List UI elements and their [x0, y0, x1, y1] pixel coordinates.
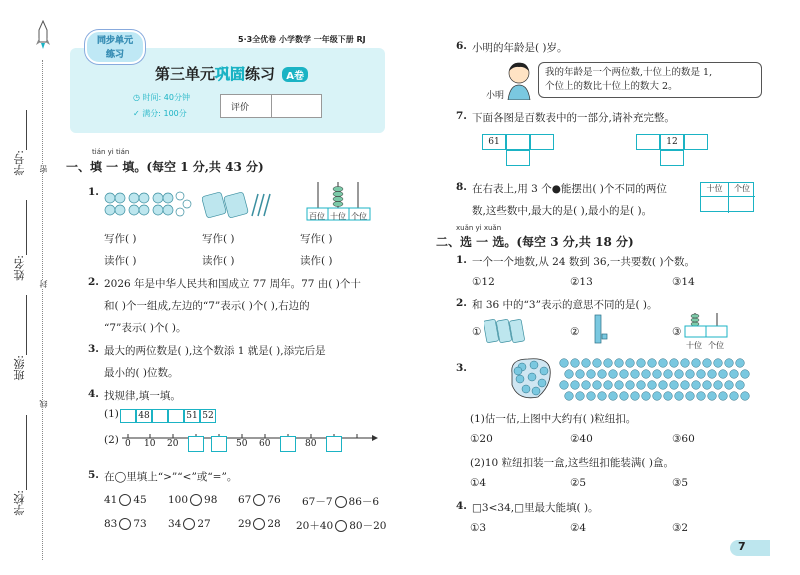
button-dot	[692, 381, 701, 390]
button-dot	[615, 381, 624, 390]
nl-20: 20	[167, 439, 179, 449]
chart-b-12: 12	[660, 134, 684, 150]
c3-o1-3[interactable]: ③60	[672, 433, 695, 445]
q5-r1b-l: 100	[168, 494, 189, 506]
buttons-figure	[508, 355, 758, 403]
c2-opt2[interactable]: ②	[570, 326, 580, 338]
q6-text[interactable]: 小明的年龄是( )岁。	[472, 42, 568, 54]
button-dot	[697, 392, 706, 401]
q4-blank-3[interactable]	[168, 409, 184, 423]
button-dot	[708, 392, 717, 401]
button-dot	[725, 359, 734, 368]
q5-r2a-l: 83	[104, 518, 118, 530]
button-dot	[560, 381, 569, 390]
nl-blank-40[interactable]	[211, 436, 227, 452]
nl-blank-90[interactable]	[326, 436, 342, 452]
q5-row1-c[interactable]	[238, 494, 281, 506]
q8-line2[interactable]: 数,这些数中,最大的是( ),最小的是( )。	[472, 205, 653, 217]
q5-r2c-r: 28	[267, 518, 281, 530]
chart-a-blank2[interactable]	[530, 134, 554, 150]
title-part-3: 练习	[245, 65, 276, 83]
button-dot	[620, 370, 629, 379]
button-dot	[582, 359, 591, 368]
button-dot	[598, 370, 607, 379]
button-dot	[631, 392, 640, 401]
button-dot	[626, 381, 635, 390]
q3-line2[interactable]: 最小的( )位数。	[104, 367, 179, 379]
button-dot	[560, 359, 569, 368]
c1-num: 1.	[456, 254, 467, 266]
bubble-line2: 个位上的数比十位上的数大 2。	[545, 81, 678, 92]
chart-b-blank2[interactable]	[684, 134, 708, 150]
chart-a-blank1[interactable]	[506, 134, 530, 150]
full-text: 满分: 100分	[142, 109, 187, 118]
q7-text: 下面各图是百数表中的一部分,请补充完整。	[472, 112, 675, 124]
button-dot	[670, 359, 679, 368]
c4-opt3[interactable]: ③2	[672, 522, 689, 534]
button-dot	[593, 381, 602, 390]
button-dot	[571, 359, 580, 368]
c2-opt1[interactable]: ①	[472, 326, 482, 338]
button-dot	[587, 370, 596, 379]
button-dot	[741, 370, 750, 379]
button-dot	[571, 381, 580, 390]
page-number-badge	[730, 540, 770, 556]
badge-text: 同步单元练习	[96, 36, 133, 60]
c2-pv-ones: 个位	[708, 341, 724, 350]
button-dot	[532, 387, 540, 395]
compare-circle[interactable]	[335, 520, 347, 532]
button-dot	[648, 381, 657, 390]
chart-b-blank3[interactable]	[660, 150, 684, 166]
binding-line	[42, 60, 43, 560]
button-dot	[670, 381, 679, 390]
sec1-pinyin: tián yi tián	[92, 148, 130, 156]
section2-title: 二、选 一 选。(每空 3 分,共 18 分)	[436, 235, 634, 249]
button-dot	[631, 370, 640, 379]
ab-badge: A卷	[282, 67, 308, 82]
q5-row1-d[interactable]	[302, 494, 379, 509]
button-dot	[697, 370, 706, 379]
q1-fig-a-bundles	[102, 190, 192, 220]
c4-opt1[interactable]: ①3	[470, 522, 487, 534]
q8-line1[interactable]: 在右表上,用 3 个●能摆出( )个不同的两位	[472, 183, 667, 195]
q5-row1-a[interactable]	[104, 494, 147, 506]
seal-mi: 密	[39, 165, 48, 173]
button-dot	[659, 381, 668, 390]
button-dot	[565, 370, 574, 379]
button-dot	[714, 359, 723, 368]
boy-avatar-icon	[502, 60, 536, 100]
clock-icon: ◷	[133, 93, 143, 102]
q5-num: 5.	[88, 469, 99, 481]
button-dot	[736, 381, 745, 390]
page-title	[155, 63, 308, 84]
button-dot	[540, 367, 548, 375]
q1-pv-tens: 十位	[330, 212, 346, 221]
sec2-pinyin: xuǎn yi xuǎn	[456, 224, 502, 232]
time-text: 时间: 40分钟	[142, 93, 190, 102]
q5-row2-b[interactable]	[168, 518, 211, 530]
nl-blank-70[interactable]	[280, 436, 296, 452]
c2-sticks-icon	[484, 318, 526, 344]
button-dot	[681, 381, 690, 390]
c3-sub2[interactable]: (2)10 粒纽扣装一盒,这些纽扣能装满( )盒。	[470, 457, 674, 469]
section1-title: 一、填 一 填。(每空 1 分,共 43 分)	[66, 160, 264, 174]
q5-title: 在◯里填上“>”“<”或“=”。	[104, 471, 238, 483]
q5-r1d-l: 67－7	[302, 496, 333, 508]
button-dot	[587, 392, 596, 401]
button-dot	[609, 392, 618, 401]
button-dot	[664, 392, 673, 401]
school-label: 学校:	[13, 490, 26, 516]
c2-text[interactable]: 和 36 中的“3”表示的意思不同的是( )。	[472, 299, 658, 311]
series-text: 5·3全优卷 小学数学 一年级下册 RJ	[238, 35, 366, 44]
c4-opt2[interactable]: ②4	[570, 522, 587, 534]
button-dot	[637, 359, 646, 368]
q5-row1-b[interactable]	[168, 494, 217, 506]
page-number: 7	[738, 540, 746, 553]
button-dot	[604, 381, 613, 390]
q1-write-a[interactable]: 写作( )	[104, 233, 137, 245]
button-dot	[565, 392, 574, 401]
compare-circle[interactable]	[119, 494, 131, 506]
q5-r2b-r: 27	[197, 518, 211, 530]
c3-num: 3.	[456, 362, 467, 374]
c1-opt1[interactable]: ①12	[472, 276, 495, 288]
student-no-line	[26, 110, 27, 150]
q4-cell-52: 52	[200, 409, 216, 423]
q5-r1a-l: 41	[104, 494, 118, 506]
chart-a-blank3[interactable]	[506, 150, 530, 166]
c1-text[interactable]: 一个一个地数,从 24 数到 36,一共要数( )个数。	[472, 256, 695, 268]
button-dot	[703, 359, 712, 368]
button-dot	[642, 370, 651, 379]
class-label: 班级:	[13, 355, 26, 381]
button-dot	[719, 392, 728, 401]
c3-o2-2[interactable]: ②5	[570, 477, 587, 489]
q4-num: 4.	[88, 388, 99, 400]
class-line	[26, 295, 27, 355]
compare-circle[interactable]	[335, 496, 347, 508]
q1-fig-b-sticks	[202, 190, 277, 220]
q5-row2-a[interactable]	[104, 518, 147, 530]
q4-cell-48: 48	[136, 409, 152, 423]
q8-pv-ones: 个位	[728, 183, 755, 197]
q2-line3[interactable]: “7”表示( )个( )。	[104, 322, 187, 334]
student-no-label: 学号:	[13, 150, 26, 176]
q2-num: 2.	[88, 276, 99, 288]
button-dot	[576, 392, 585, 401]
q5-r1d-r: 86－6	[348, 496, 380, 508]
q8-num: 8.	[456, 181, 467, 193]
score-label: 评价	[231, 103, 250, 113]
button-dot	[675, 370, 684, 379]
c2-num: 2.	[456, 297, 467, 309]
q5-r2d-l: 20＋40	[296, 520, 334, 532]
button-dot	[598, 392, 607, 401]
q8-pv-table	[700, 182, 754, 212]
seal-xian: 线	[39, 400, 48, 408]
compare-circle[interactable]	[190, 494, 202, 506]
button-dot	[708, 370, 717, 379]
c2-blocks-icon	[594, 314, 608, 346]
button-dot	[730, 392, 739, 401]
q5-r1a-r: 45	[133, 494, 147, 506]
school-line	[26, 415, 27, 490]
button-dot	[604, 359, 613, 368]
q1-num: 1.	[88, 186, 99, 198]
button-dot	[528, 373, 536, 381]
check-icon: ✓	[133, 109, 143, 118]
title-part-2: 巩固	[215, 65, 246, 83]
nl-0: 0	[125, 439, 131, 449]
q5-r2b-l: 34	[168, 518, 182, 530]
sync-badge	[85, 30, 145, 64]
q5-r1c-r: 76	[267, 494, 281, 506]
button-dot	[686, 370, 695, 379]
q5-row2-d[interactable]	[296, 518, 386, 533]
button-dot	[714, 381, 723, 390]
c3-o2-1[interactable]: ①4	[470, 477, 487, 489]
q4-blank-1[interactable]	[120, 409, 136, 423]
c1-opt2[interactable]: ②13	[570, 276, 593, 288]
button-dot	[648, 359, 657, 368]
button-dot	[615, 359, 624, 368]
name-label: 姓名:	[13, 255, 26, 281]
q1-write-b[interactable]: 写作( )	[202, 233, 235, 245]
c3-sub1[interactable]: (1)估一估,上图中大约有( )粒纽扣。	[470, 413, 637, 425]
q2-line2[interactable]: 和( )个一组成,左边的“7”表示( )个( ),右边的	[104, 300, 310, 312]
c2-pv-tens: 十位	[686, 341, 702, 350]
button-dot	[642, 392, 651, 401]
button-dot	[516, 375, 524, 383]
q1-pv-hundreds: 百位	[309, 212, 325, 221]
button-dot	[659, 359, 668, 368]
c1-opt3[interactable]: ③14	[672, 276, 695, 288]
button-dot	[692, 359, 701, 368]
button-dot	[593, 359, 602, 368]
compare-circle[interactable]	[183, 518, 195, 530]
q6-num: 6.	[456, 40, 467, 52]
nl-blank-30[interactable]	[188, 436, 204, 452]
button-dot	[664, 370, 673, 379]
button-dot	[514, 367, 522, 375]
c4-text[interactable]: □3<34,□里最大能填( )。	[472, 502, 599, 514]
button-dot	[582, 381, 591, 390]
q5-r2a-r: 73	[133, 518, 147, 530]
nl-10: 10	[144, 439, 156, 449]
button-dot	[653, 370, 662, 379]
rocket-icon	[36, 20, 50, 50]
c2-abacus-icon	[684, 312, 728, 338]
q7-num: 7.	[456, 110, 467, 122]
speech-bubble	[538, 62, 762, 98]
name-line	[26, 200, 27, 255]
time-info	[133, 92, 190, 103]
q5-r1b-r: 98	[204, 494, 218, 506]
button-dot	[686, 392, 695, 401]
c4-num: 4.	[456, 500, 467, 512]
boy-name: 小明	[486, 91, 505, 101]
title-part-1: 第三单元	[155, 65, 216, 83]
button-dot	[681, 359, 690, 368]
button-dot	[620, 392, 629, 401]
button-dot	[741, 392, 750, 401]
button-dot	[725, 381, 734, 390]
compare-circle[interactable]	[119, 518, 131, 530]
q1-read-c[interactable]: 读作( )	[300, 255, 333, 267]
button-dot	[736, 359, 745, 368]
full-score-info	[133, 108, 187, 119]
q4-cell-51: 51	[184, 409, 200, 423]
button-dot	[653, 392, 662, 401]
q5-r1c-l: 67	[238, 494, 252, 506]
q5-r2c-l: 29	[238, 518, 252, 530]
q2-line1[interactable]: 2026 年是中华人民共和国成立 77 周年。77 由( )个十	[104, 278, 361, 290]
c2-opt3[interactable]: ③	[672, 326, 682, 338]
compare-circle[interactable]	[253, 494, 265, 506]
button-dot	[576, 370, 585, 379]
button-dot	[626, 359, 635, 368]
q4-blank-2[interactable]	[152, 409, 168, 423]
q4-title: 找规律,填一填。	[104, 390, 181, 402]
nl-60: 60	[259, 439, 271, 449]
c3-o1-2[interactable]: ②40	[570, 433, 593, 445]
q1-pv-ones: 个位	[351, 212, 367, 221]
button-dot	[538, 379, 546, 387]
button-dot	[530, 361, 538, 369]
button-dot	[637, 381, 646, 390]
q1-write-c[interactable]: 写作( )	[300, 233, 333, 245]
compare-circle[interactable]	[253, 518, 265, 530]
q4-row1-label: (1)	[104, 408, 119, 420]
button-dot	[719, 370, 728, 379]
chart-b-blank1[interactable]	[636, 134, 660, 150]
q5-r2d-r: 80－20	[349, 520, 387, 532]
chart-a-61: 61	[482, 134, 506, 150]
bubble-line1: 我的年龄是一个两位数,十位上的数是 1,	[545, 67, 713, 78]
q8-pv-tens: 十位	[701, 183, 728, 197]
q1-read-b[interactable]: 读作( )	[202, 255, 235, 267]
q1-read-a[interactable]: 读作( )	[104, 255, 137, 267]
q8-pv-divider	[728, 197, 729, 213]
c3-o1-1[interactable]: ①20	[470, 433, 493, 445]
score-box	[220, 94, 322, 118]
button-dot	[522, 385, 530, 393]
q4-row2-label: (2)	[104, 434, 119, 446]
nl-50: 50	[236, 439, 248, 449]
q3-line1[interactable]: 最大的两位数是( ),这个数添 1 就是( ),添完后是	[104, 345, 326, 357]
q3-num: 3.	[88, 343, 99, 355]
button-dot	[609, 370, 618, 379]
nl-80: 80	[305, 439, 317, 449]
seal-feng: 封	[39, 280, 48, 288]
button-dot	[730, 370, 739, 379]
q5-row2-c[interactable]	[238, 518, 281, 530]
button-dot	[703, 381, 712, 390]
button-dot	[675, 392, 684, 401]
c3-o2-3[interactable]: ③5	[672, 477, 689, 489]
score-divider	[271, 95, 272, 117]
